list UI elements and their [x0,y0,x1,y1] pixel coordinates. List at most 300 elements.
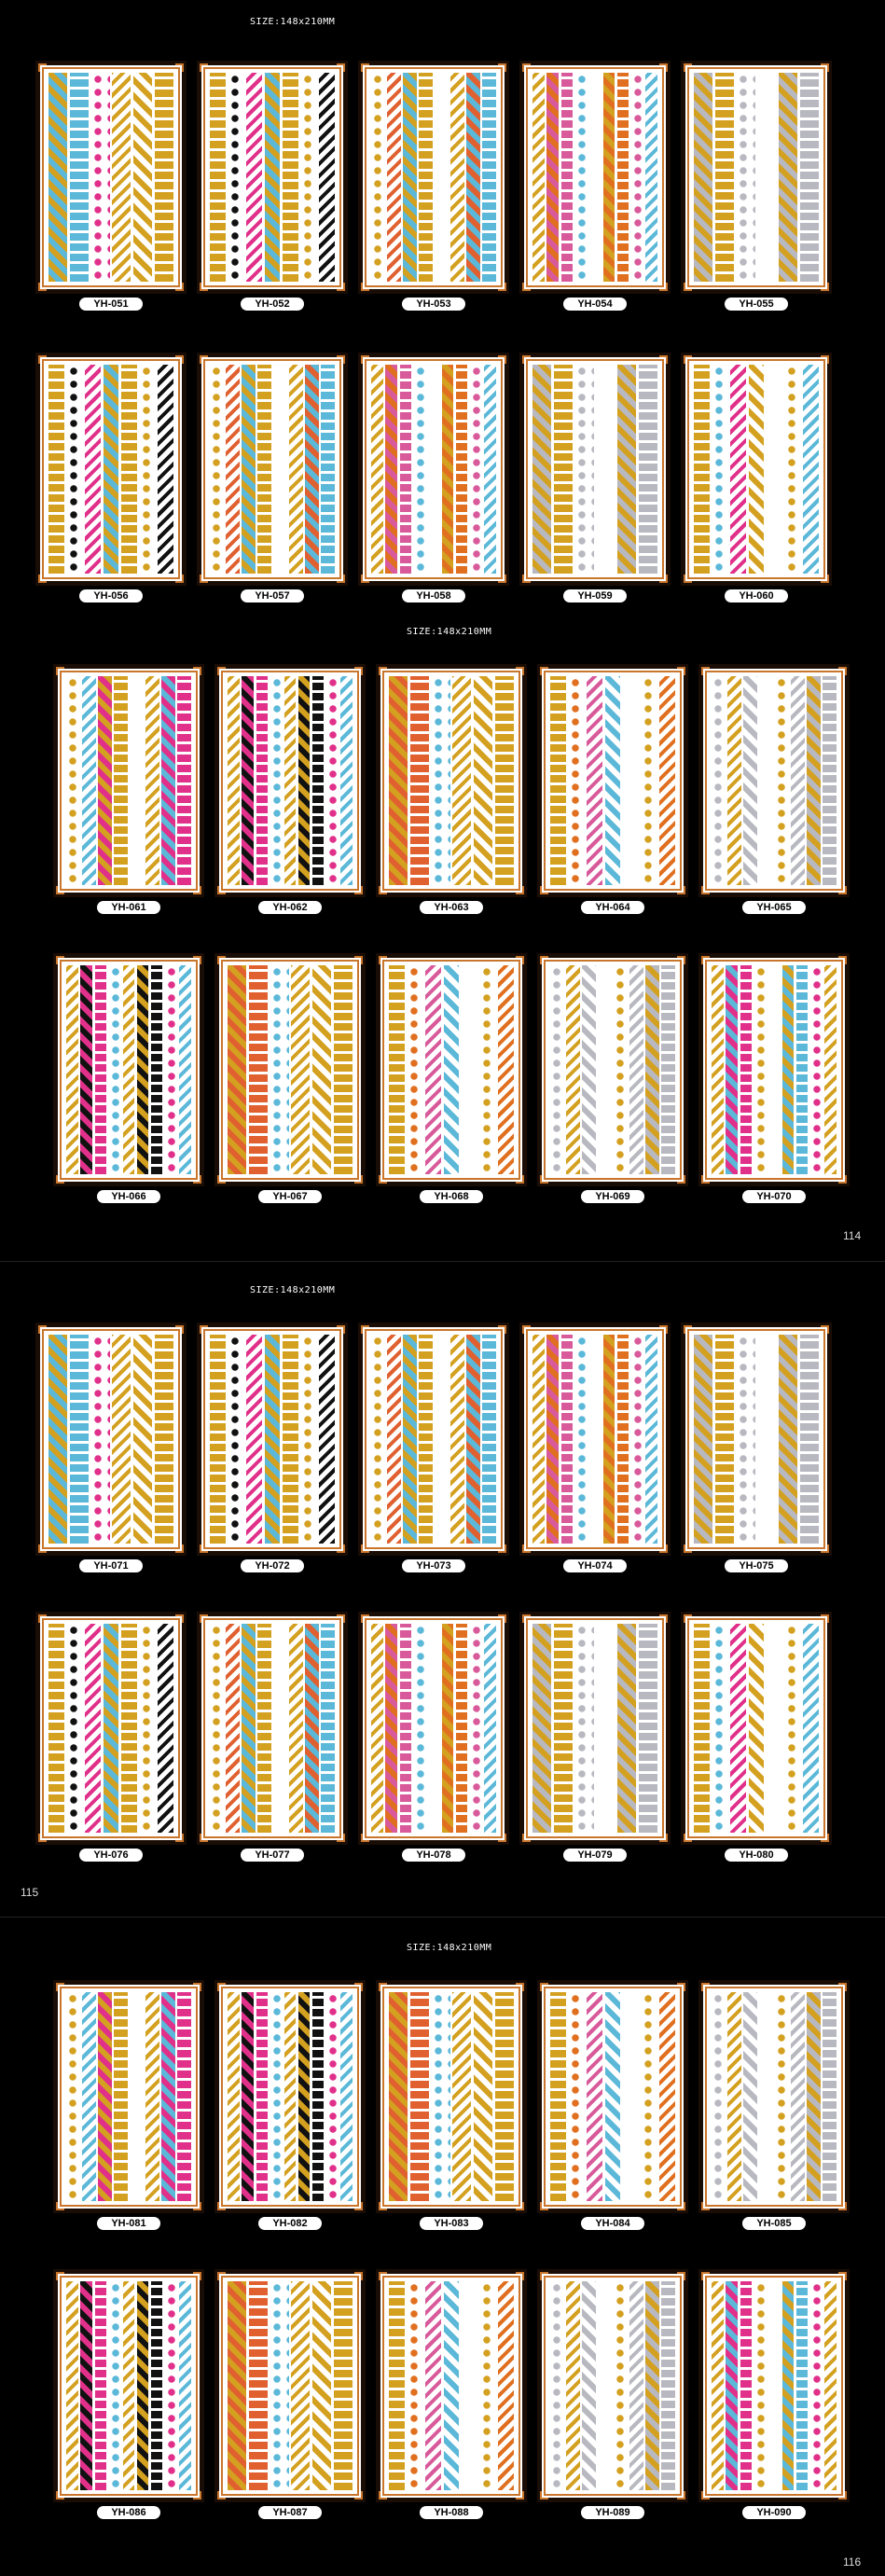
frame-corner [200,575,208,583]
frame-corner [838,2202,847,2210]
frame-corner [175,283,184,291]
frame-corner [193,1175,201,1184]
tattoo-sheet-card[interactable] [681,1612,832,1845]
tattoo-sheet-card[interactable] [358,61,509,294]
frame-corner [337,1834,345,1842]
frame-corner [659,63,668,72]
tattoo-sheet-card[interactable] [537,953,688,1186]
tattoo-sheet-card[interactable] [53,953,204,1186]
design-stripe [442,365,453,574]
design-stripe [470,1624,481,1833]
frame-corner [175,575,184,583]
tattoo-design-art [549,676,676,885]
design-stripe [569,1992,585,2201]
tattoo-sheet-card[interactable] [35,353,187,586]
sheet-code-label: YH-072 [241,1559,304,1572]
tattoo-sheet-card[interactable] [53,1980,204,2213]
design-stripe [48,1624,64,1833]
design-stripe [715,1335,734,1544]
design-stripe [810,965,822,1174]
tattoo-sheet-card[interactable] [35,61,187,294]
tattoo-design-art [693,365,820,574]
frame-corner [361,355,369,364]
design-stripe [617,73,629,282]
design-stripe [712,965,723,1174]
design-stripe [91,73,110,282]
tattoo-sheet-card[interactable] [197,1323,348,1556]
design-stripe [319,73,335,282]
design-stripe [645,2281,658,2490]
design-stripe [114,1992,127,2201]
sheet-code-label: YH-071 [79,1559,143,1572]
frame-corner [684,1544,692,1553]
frame-corner [540,2202,548,2210]
frame-corner [56,2491,64,2500]
tattoo-sheet-card[interactable] [519,1323,671,1556]
design-stripe [256,676,268,885]
design-stripe [554,365,573,574]
design-stripe [791,1992,804,2201]
design-stripe [803,365,819,574]
frame-corner [361,283,369,291]
tattoo-sheet-card[interactable] [197,353,348,586]
sheet-code-label: YH-084 [581,2217,644,2230]
design-stripe [249,965,268,1174]
sheet-code-label: YH-073 [402,1559,465,1572]
frame-corner [659,575,668,583]
frame-corner [56,2272,64,2280]
page-divider [0,1917,885,1918]
tattoo-design-art [65,676,192,885]
design-stripe [823,676,836,885]
design-stripe [561,73,573,282]
design-stripe [444,965,460,1174]
design-stripe [48,73,67,282]
design-stripe [387,73,400,282]
design-stripe [130,1992,143,2201]
frame-corner [677,2491,685,2500]
design-stripe [340,676,352,885]
frame-corner [677,2202,685,2210]
frame-corner [175,1544,184,1553]
design-stripe [730,1624,746,1833]
frame-corner [361,575,369,583]
design-stripe [596,1624,615,1833]
frame-corner [354,1983,363,1991]
frame-corner [684,355,692,364]
frame-corner [217,2491,226,2500]
design-stripe [228,1992,239,2201]
frame-corner [659,1544,668,1553]
frame-corner [522,575,531,583]
design-stripe [629,2281,643,2490]
design-stripe [140,365,156,574]
frame-corner [175,63,184,72]
frame-corner [354,956,363,964]
design-stripe [694,365,710,574]
frame-corner [677,886,685,894]
design-stripe [273,1624,286,1833]
sheet-code-label: YH-085 [742,2217,806,2230]
design-stripe [495,676,514,885]
design-stripe [785,1624,801,1833]
tattoo-design-art [532,365,658,574]
design-stripe [694,73,712,282]
tattoo-sheet-card[interactable] [698,664,850,897]
design-stripe [767,1624,782,1833]
design-stripe [470,365,481,574]
page-number: 114 [843,1229,862,1242]
frame-corner [498,1325,506,1334]
frame-corner [659,1834,668,1842]
design-stripe [532,1335,544,1544]
design-stripe [645,1335,657,1544]
tattoo-sheet-card[interactable] [53,664,204,897]
design-stripe [298,1992,310,2201]
design-stripe [754,2281,766,2490]
tattoo-sheet-card[interactable] [519,61,671,294]
design-stripe [158,1624,173,1833]
frame-corner [684,575,692,583]
tattoo-sheet-card[interactable] [35,1612,187,1845]
frame-corner [522,63,531,72]
frame-corner [56,1983,64,1991]
design-stripe [109,2281,120,2490]
design-stripe [498,2281,514,2490]
tattoo-sheet-card[interactable] [358,1323,509,1556]
design-stripe [67,1624,83,1833]
frame-corner [522,355,531,364]
design-stripe [155,73,173,282]
tattoo-design-art [693,1335,820,1544]
design-stripe [419,1335,432,1544]
design-stripe [95,2281,106,2490]
design-stripe [775,1992,788,2201]
frame-corner [354,2491,363,2500]
tattoo-sheet-card[interactable] [698,1980,850,2213]
design-stripe [284,676,296,885]
design-stripe [151,2281,162,2490]
design-stripe [312,965,331,1174]
design-stripe [462,2281,477,2490]
sheet-code-label: YH-068 [420,1190,483,1203]
frame-corner [38,63,47,72]
design-stripe [137,965,148,1174]
size-label: SIZE:148x210MM [250,1285,336,1295]
frame-corner [516,2272,524,2280]
size-label: SIZE:148x210MM [407,1943,492,1953]
design-stripe [575,1335,587,1544]
design-stripe [414,1624,425,1833]
design-stripe [727,676,740,885]
frame-corner [540,1175,548,1184]
design-stripe [66,676,79,885]
design-stripe [715,73,734,282]
tattoo-sheet-card[interactable] [698,953,850,1186]
tattoo-sheet-card[interactable] [681,61,832,294]
design-stripe [210,1335,226,1544]
design-stripe [823,1992,836,2201]
tattoo-sheet-card[interactable] [537,664,688,897]
tattoo-sheet-card[interactable] [35,1323,187,1556]
tattoo-design-art [65,965,192,1174]
frame-corner [217,886,226,894]
tattoo-sheet-card[interactable] [214,2269,366,2502]
tattoo-design-art [65,2281,192,2490]
frame-corner [193,956,201,964]
frame-corner [354,886,363,894]
frame-corner [540,2491,548,2500]
design-stripe [642,676,657,885]
tattoo-sheet-card[interactable] [53,2269,204,2502]
design-stripe [82,1992,95,2201]
design-stripe [743,1992,756,2201]
design-stripe [569,676,585,885]
design-stripe [410,676,429,885]
frame-corner [193,2491,201,2500]
tattoo-sheet-card[interactable] [376,2269,527,2502]
design-stripe [767,365,782,574]
frame-corner [38,1544,47,1553]
design-stripe [435,73,448,282]
frame-corner [659,355,668,364]
design-stripe [289,1624,302,1833]
tattoo-design-art [227,676,353,885]
design-stripe [210,1624,223,1833]
design-stripe [498,965,514,1174]
design-stripe [283,73,298,282]
tattoo-sheet-card[interactable] [214,953,366,1186]
design-stripe [371,1335,384,1544]
design-stripe [712,2281,723,2490]
design-stripe [270,2281,289,2490]
design-stripe [456,365,467,574]
design-stripe [759,676,772,885]
frame-corner [540,956,548,964]
tattoo-sheet-card[interactable] [197,1612,348,1845]
design-stripe [575,1624,594,1833]
design-stripe [749,1624,765,1833]
tattoo-design-art [209,365,336,574]
design-stripe [749,365,765,574]
tattoo-sheet-card[interactable] [681,353,832,586]
sheet-code-label: YH-088 [420,2506,483,2519]
frame-corner [838,886,847,894]
tattoo-design-art [532,73,658,282]
design-stripe [575,73,587,282]
frame-corner [701,1983,710,1991]
frame-corner [38,575,47,583]
frame-corner [361,1325,369,1334]
frame-corner [659,283,668,291]
frame-corner [684,63,692,72]
page-number: 115 [21,1886,39,1899]
design-stripe [301,73,317,282]
design-stripe [450,73,463,282]
design-stripe [104,1624,119,1833]
design-stripe [768,2281,780,2490]
design-stripe [824,965,836,1174]
design-stripe [133,73,152,282]
design-stripe [482,73,495,282]
size-label: SIZE:148x210MM [407,627,492,637]
design-stripe [326,676,338,885]
design-stripe [228,965,246,1174]
tattoo-sheet-card[interactable] [376,953,527,1186]
design-stripe [112,1335,131,1544]
design-stripe [645,965,658,1174]
design-stripe [582,965,595,1174]
design-stripe [807,1992,820,2201]
sheet-code-label: YH-066 [97,1190,160,1203]
frame-corner [379,667,387,675]
tattoo-sheet-card[interactable] [519,1612,671,1845]
frame-corner [217,2272,226,2280]
frame-corner [200,1544,208,1553]
frame-corner [379,1983,387,1991]
tattoo-sheet-card[interactable] [358,353,509,586]
sheet-code-label: YH-069 [581,1190,644,1203]
design-stripe [226,365,239,574]
design-stripe [740,965,752,1174]
design-stripe [484,365,495,574]
design-stripe [165,965,176,1174]
design-stripe [104,365,119,574]
design-stripe [768,965,780,1174]
design-stripe [712,365,728,574]
design-stripe [661,965,674,1174]
frame-corner [684,1325,692,1334]
design-stripe [177,1992,190,2201]
frame-corner [838,2491,847,2500]
frame-corner [677,667,685,675]
design-stripe [403,73,416,282]
design-stripe [759,1992,772,2201]
tattoo-sheet-card[interactable] [214,1980,366,2213]
design-stripe [410,1992,429,2201]
design-stripe [810,2281,822,2490]
design-stripe [642,1992,657,2201]
sheet-code-label: YH-064 [581,901,644,914]
frame-corner [379,2272,387,2280]
design-stripe [321,1624,334,1833]
sheet-code-label: YH-079 [563,1849,627,1862]
design-stripe [603,1335,615,1544]
sheet-code-label: YH-053 [402,298,465,311]
frame-corner [175,1325,184,1334]
frame-corner [516,1175,524,1184]
tattoo-sheet-card[interactable] [358,1612,509,1845]
design-stripe [371,1624,382,1833]
tattoo-sheet-card[interactable] [681,1323,832,1556]
design-stripe [598,965,611,1174]
tattoo-sheet-card[interactable] [537,2269,688,2502]
design-stripe [791,676,804,885]
frame-corner [38,1614,47,1623]
design-stripe [598,2281,611,2490]
frame-corner [498,283,506,291]
tattoo-sheet-card[interactable] [698,2269,850,2502]
tattoo-design-art [532,1335,658,1544]
tattoo-sheet-card[interactable] [376,664,527,897]
tattoo-design-art [549,1992,676,2201]
design-stripe [389,965,405,1174]
tattoo-design-art [711,965,837,1174]
frame-corner [337,283,345,291]
design-stripe [121,1624,137,1833]
design-stripe [246,1335,262,1544]
design-stripe [428,365,439,574]
design-stripe [550,2281,563,2490]
design-stripe [694,1335,712,1544]
design-stripe [265,73,281,282]
frame-corner [516,956,524,964]
design-stripe [145,676,159,885]
frame-corner [522,1325,531,1334]
design-stripe [484,1624,495,1833]
tattoo-sheet-card[interactable] [214,664,366,897]
tattoo-design-art [388,2281,515,2490]
design-stripe [532,365,551,574]
frame-corner [701,2202,710,2210]
tattoo-sheet-card[interactable] [197,61,348,294]
design-stripe [155,1335,173,1544]
design-stripe [242,365,255,574]
design-stripe [550,1992,566,2201]
design-stripe [824,2281,836,2490]
design-stripe [623,1992,639,2201]
design-stripe [425,965,441,1174]
design-stripe [554,1624,573,1833]
design-stripe [145,1992,159,2201]
frame-corner [217,1983,226,1991]
design-stripe [639,1624,657,1833]
tattoo-sheet-card[interactable] [519,353,671,586]
design-stripe [179,965,190,1174]
design-stripe [140,1624,156,1833]
design-stripe [242,676,253,885]
tattoo-design-art [388,1992,515,2201]
design-stripe [371,365,382,574]
design-stripe [603,73,615,282]
sheet-code-label: YH-059 [563,589,627,602]
tattoo-design-art [693,1624,820,1833]
frame-corner [217,2202,226,2210]
design-stripe [48,1335,67,1544]
frame-corner [56,2202,64,2210]
tattoo-sheet-card[interactable] [376,1980,527,2213]
design-stripe [283,1335,298,1544]
design-stripe [389,1992,408,2201]
sheet-code-label: YH-067 [258,1190,322,1203]
design-stripe [614,965,627,1174]
tattoo-sheet-card[interactable] [537,1980,688,2213]
frame-corner [659,1614,668,1623]
design-stripe [305,365,318,574]
tattoo-design-art [209,1624,336,1833]
design-stripe [249,2281,268,2490]
design-stripe [80,2281,91,2490]
design-stripe [456,1624,467,1833]
design-stripe [532,1624,551,1833]
frame-corner [516,667,524,675]
design-stripe [385,1624,396,1833]
design-stripe [623,676,639,885]
design-stripe [800,1335,819,1544]
design-stripe [589,1335,601,1544]
design-stripe [661,2281,674,2490]
design-stripe [432,1992,450,2201]
